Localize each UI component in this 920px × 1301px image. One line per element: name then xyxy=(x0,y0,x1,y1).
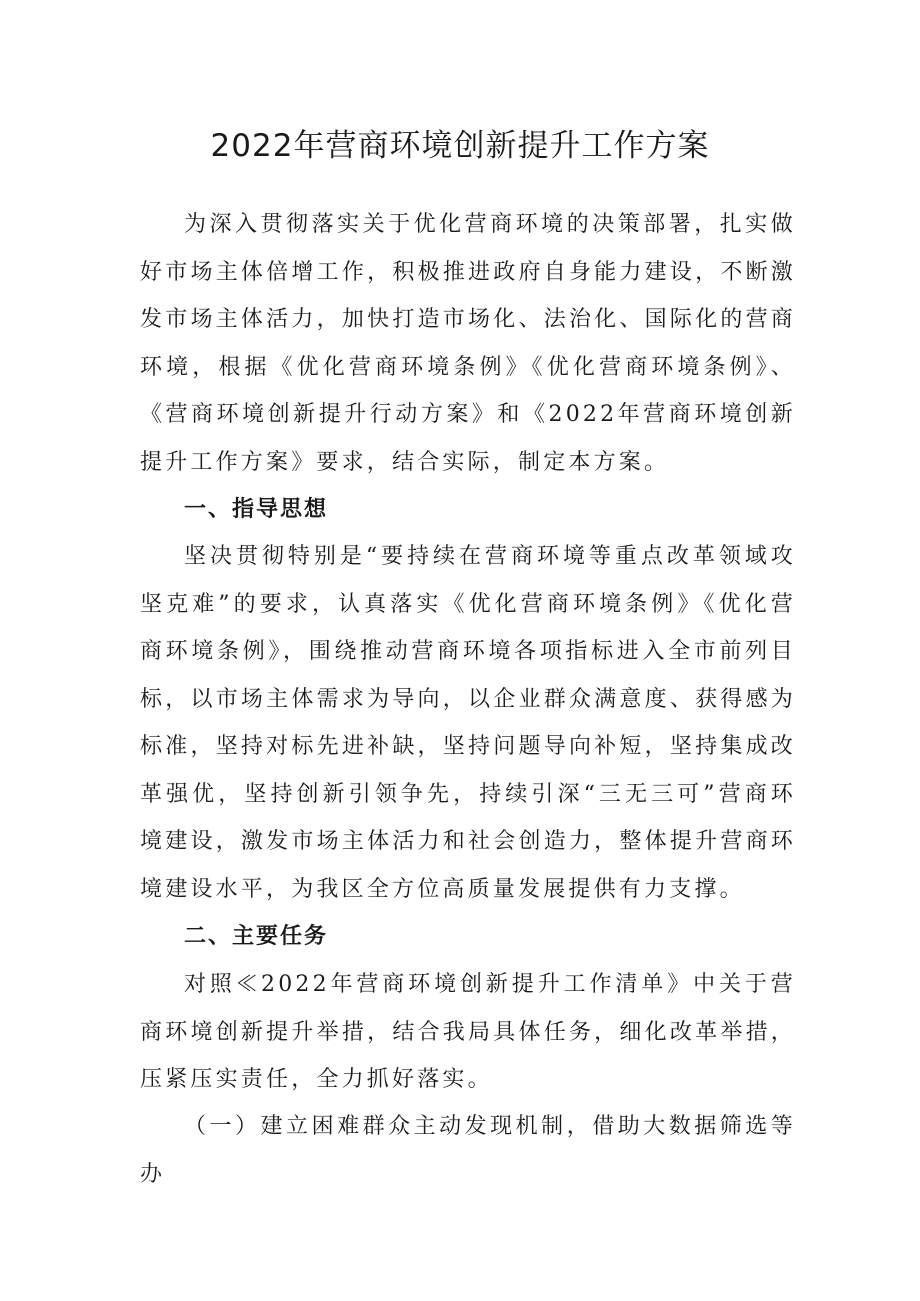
section-heading-guiding-ideology: 一、指导思想 xyxy=(184,497,329,522)
task-item-1-paragraph: （一）建立困难群众主动发现机制，借助大数据筛选等办 xyxy=(140,1114,796,1187)
main-tasks-paragraph: 对照≪2022年营商环境创新提升工作清单》中关于营商环境创新提升举措，结合我局具体任务，细化改革举措，压紧压实责任，全力抓好落实。 xyxy=(140,972,796,1092)
section-heading-main-tasks: 二、主要任务 xyxy=(184,924,329,949)
intro-paragraph: 为深入贯彻落实关于优化营商环境的决策部署，扎实做好市场主体倍增工作，积极推进政府自身能力建设，不断激发市场主体活力，加快打造市场化、法治化、国际化的营商环境，根据《优化营商环境条例》《优化营商环境条例》、《营商环境创新提升行动方案》和《2022年营商环境创新提升工作方案》要求，结合实际，制定本方案。 xyxy=(140,212,796,475)
document-title: 2022年营商环境创新提升工作方案 xyxy=(210,128,710,164)
guiding-ideology-paragraph: 坚决贯彻特别是“要持续在营商环境等重点改革领域攻坚克难”的要求，认真落实《优化营商环境条例》《优化营商环境条例》，围绕推动营商环境各项指标进入全市前列目标，以市场主体需求为导向，以企业群众满意度、获得感为标准，坚持对标先进补缺，坚持问题导向补短，坚持集成改革强优，坚持创新引领争先，持续引深“三无三可”营商环境建设，激发市场主体活力和社会创造力，整体提升营商环境建设水平，为我区全方位高质量发展提供有力支撑。 xyxy=(140,544,796,902)
